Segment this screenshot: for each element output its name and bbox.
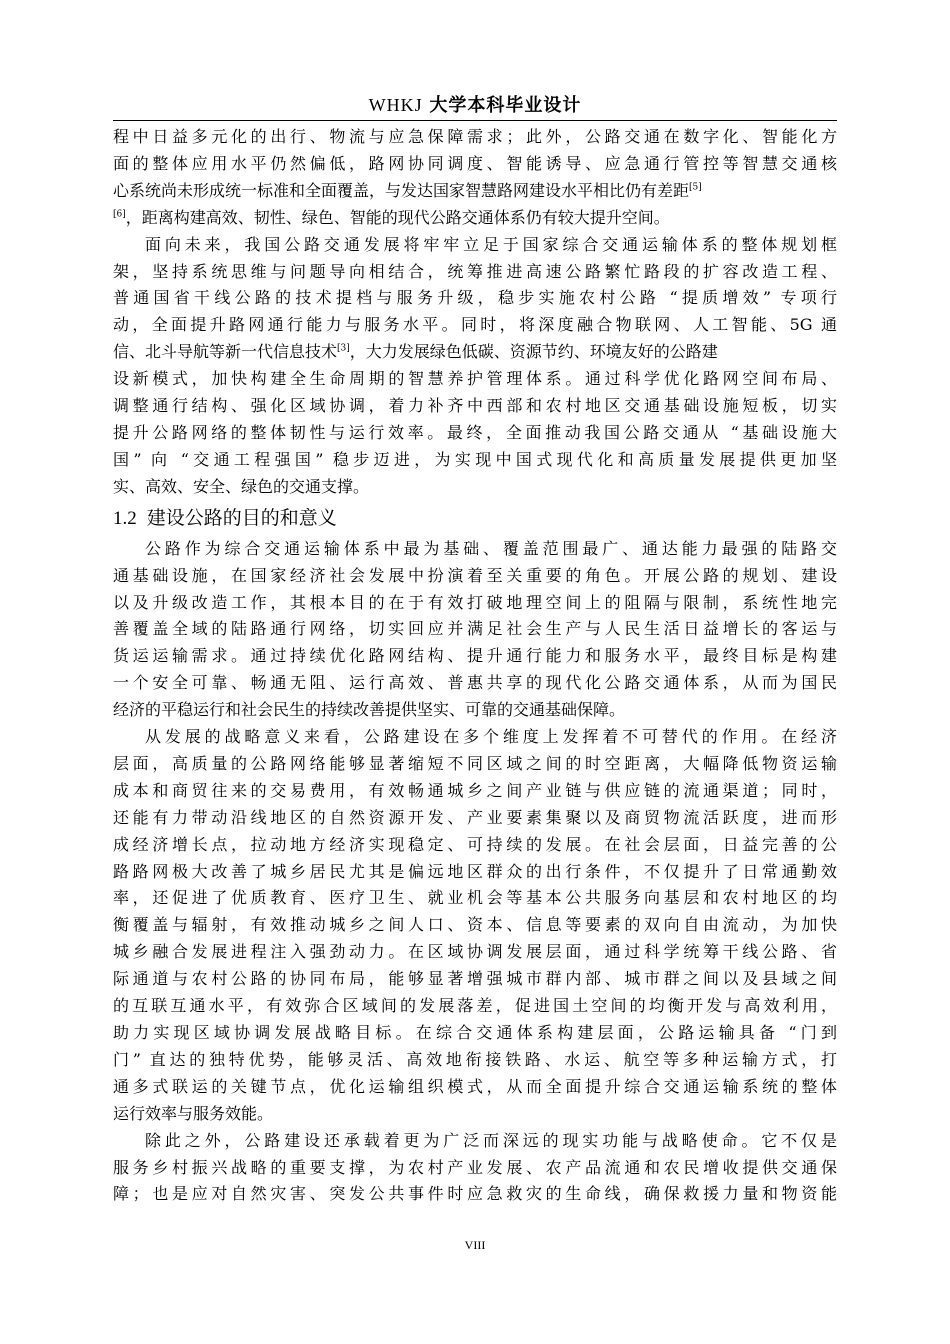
text-line: 货运运输需求。通过持续优化路网结构、提升通行能力和服务水平，最终目标是构建	[113, 646, 837, 666]
text-line	[113, 205, 837, 232]
text-line: 面向未来，我国公路交通发展将牢牢立足于国家综合交通运输体系的整体规划框	[145, 234, 837, 254]
text-line: 除此之外，公路建设还承载着更为广泛而深远的现实功能与战略使命。它不仅是	[145, 1130, 837, 1150]
text-line: 衡覆盖与辐射，有效推动城乡之间人口、资本、信息等要素的双向自由流动，为加快	[113, 915, 837, 935]
text-line: 国” 向 “交通工程强国” 稳步迈进，为实现中国式现代化和高质量发展提供更加坚	[113, 449, 837, 469]
paragraph-3	[113, 536, 837, 724]
text-line: 障；也是应对自然灾害、突发公共事件时应急救灾的生命线，确保救援力量和物资能	[113, 1184, 837, 1204]
text-line: 以及升级改造工作，其根本目的在于有效打破地理空间上的阻隔与限制，系统性地完	[113, 592, 837, 612]
text-line: 经济的平稳运行和社会民生的持续改善提供坚实、可靠的交通基础保障。	[113, 700, 626, 720]
citation-ref: [5]	[689, 182, 702, 193]
text-line: 运行效率与服务效能。	[113, 1103, 274, 1123]
text-line: 善覆盖全域的陆路通行网络，切实回应并满足社会生产与人民生活日益增长的客运与	[113, 619, 837, 639]
text-span: 心系统尚未形成统一标准和全面覆盖，与发达国家智慧路网建设水平相比仍有差距	[113, 180, 690, 200]
citation-ref: [6]	[113, 209, 126, 220]
section-title: 建设公路的目的和意义	[146, 506, 337, 529]
text-line: 动，全面提升路网通行能力与服务水平。同时，将深度融合物联网、人工智能、5G 通	[113, 315, 837, 335]
text-line: 成经济增长点，拉动地方经济实现稳定、可持续的发展。在社会层面，日益完善的公	[113, 834, 837, 854]
text-line: 还能有力带动沿线地区的自然资源开发、产业要素集聚以及商贸物流活跃度，进而形	[113, 807, 837, 827]
text-line: 从发展的战略意义来看，公路建设在多个维度上发挥着不可替代的作用。在经济	[145, 727, 837, 747]
text-line: 服务乡村振兴战略的重要支撑，为农村产业发展、农产品流通和农民增收提供交通保	[113, 1157, 837, 1177]
text-line: 面的整体应用水平仍然偏低，路网协同调度、智能诱导、应急通行管控等智慧交通核	[113, 153, 837, 173]
page-number: VIII	[464, 1238, 486, 1252]
text-line: 助力实现区域协调发展战略目标。在综合交通体系构建层面，公路运输具备 “门到	[113, 1023, 837, 1042]
text-line: 通基础设施，在国家经济社会发展中扮演着至关重要的角色。开展公路的规划、建设	[113, 565, 837, 585]
text-span: 信、北斗导航等新一代信息技术	[113, 342, 338, 362]
text-line: 路路网极大改善了城乡居民尤其是偏远地区群众的出行条件，不仅提升了日常通勤效	[113, 861, 837, 881]
text-line	[113, 178, 837, 205]
header-prefix: WHKJ	[368, 95, 423, 115]
page-header	[113, 92, 837, 118]
text-line: 率，还促进了优质教育、医疗卫生、就业机会等基本公共服务向基层和农村地区的均	[113, 888, 837, 908]
text-line: 一个安全可靠、畅通无阻、运行高效、普惠共享的现代化公路交通体系，从而为国民	[113, 673, 837, 693]
text-line: 城乡融合发展进程注入强劲动力。在区域协调发展层面，通过科学统筹干线公路、省	[113, 942, 837, 962]
text-span: ，大力发展绿色低碳、资源节约、环境友好的公路建	[349, 342, 718, 362]
text-line: 普通国省干线公路的技术提档与服务升级，稳步实施农村公路 “提质增效” 专项行	[113, 288, 837, 308]
paragraph-5	[113, 1128, 837, 1209]
text-span: ，距离构建高效、韧性、绿色、智能的现代公路交通体系仍有较大提升空间。	[125, 207, 670, 227]
text-line: 通多式联运的关键节点，优化运输组织模式，从而全面提升综合交通运输系统的整体	[113, 1076, 837, 1096]
text-line: 架，坚持系统思维与问题导向相结合，统筹推进高速公路繁忙路段的扩容改造工程、	[113, 261, 837, 281]
paragraph-2	[113, 232, 837, 501]
section-number: 1.2	[113, 507, 137, 529]
header-divider	[113, 120, 837, 121]
text-line: 层面，高质量的公路网络能够显著缩短不同区域之间的时空距离，大幅降低物资运输	[113, 753, 837, 773]
header-title: 大学本科毕业设计	[429, 95, 582, 116]
text-line: 调整通行结构、强化区域协调，着力补齐中西部和农村地区交通基础设施短板，切实	[113, 396, 837, 416]
document-body	[113, 124, 837, 1208]
text-line: 成本和商贸往来的交易费用，有效畅通城乡之间产业链与供应链的流通渠道；同时，	[113, 780, 837, 800]
paragraph-1	[113, 124, 837, 232]
text-line: 提升公路网络的整体韧性与运行效率。最终，全面推动我国公路交通从 “基础设施大	[113, 422, 837, 442]
text-line: 程中日益多元化的出行、物流与应急保障需求；此外，公路交通在数字化、智能化方	[113, 127, 837, 146]
section-heading	[113, 501, 837, 536]
text-line	[113, 339, 837, 366]
text-line: 的互联互通水平，有效弥合区域间的发展落差，促进国土空间的均衡开发与高效利用，	[113, 996, 837, 1016]
text-line: 际通道与农村公路的协同布局，能够显著增强城市群内部、城市群之间以及县域之间	[113, 969, 837, 989]
citation-ref: [3]	[337, 343, 350, 354]
paragraph-4	[113, 724, 837, 1128]
text-line: 设新模式，加快构建全生命周期的智慧养护管理体系。通过科学优化路网空间布局、	[113, 369, 837, 389]
text-line: 门” 直达的独特优势，能够灵活、高效地衔接铁路、水运、航空等多种运输方式，打	[113, 1049, 837, 1069]
text-line: 公路作为综合交通运输体系中最为基础、覆盖范围最广、通达能力最强的陆路交	[145, 538, 837, 558]
text-line: 实、高效、安全、绿色的交通支撑。	[113, 476, 370, 496]
